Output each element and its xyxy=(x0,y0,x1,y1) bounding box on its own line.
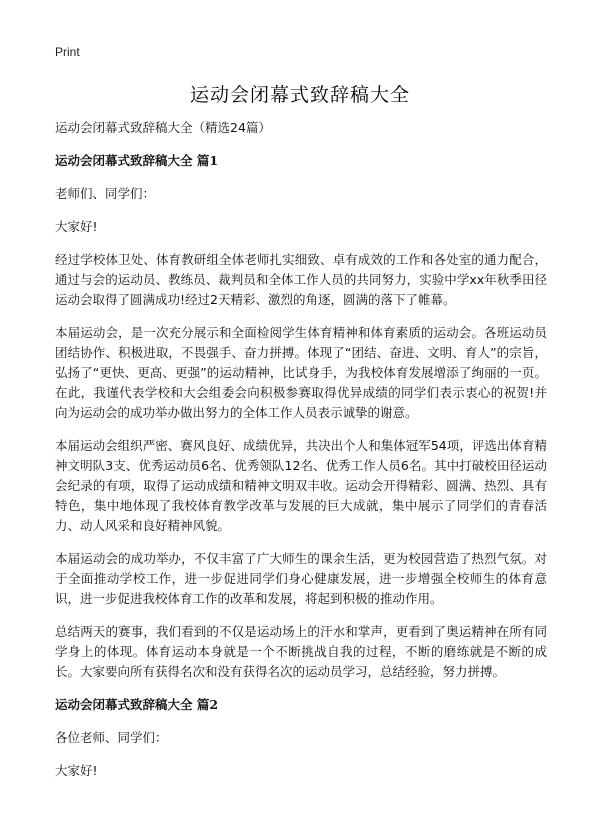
section-heading-2: 运动会闭幕式致辞稿大全 篇2 xyxy=(55,697,219,712)
paragraph: 总结两天的赛事，我们看到的不仅是运动场上的汗水和掌声，更看到了奥运精神在所有同学身上的体现。体育运动本身就是一个不断挑战自我的过程，不断的磨练就是不断的成长。大家要向所有获得名次和没有获得名次的运动员学习，总结经验，努力拼搏。 xyxy=(55,624,547,679)
subtitle: 运动会闭幕式致辞稿大全（精选24篇） xyxy=(55,120,271,135)
paragraph: 经过学校体卫处、体育教研组全体老师扎实细致、卓有成效的工作和各处室的通力配合，通过与会的运动员、教练员、裁判员和全体工作人员的共同努力，实验中学xx年秋季田径运动会取得了圆满成功!经过2天精彩、激烈的角逐，圆满的落下了帷幕。 xyxy=(55,252,547,307)
greeting-1: 老师们、同学们： xyxy=(55,186,156,201)
paragraph: 本届运动会，是一次充分展示和全面检阅学生体育精神和体育素质的运动会。各班运动员团结协作、积极进取，不畏强手、奋力拼搏。体现了“团结、奋进、文明、育人”的宗旨，弘扬了“更快、更高、更强”的运动精神，比试身手，为我校体育发展增添了绚丽的一页。在此，我谨代表学校和大会组委会向积极参赛取得优异成绩的同学们表示衷心的祝贺!并向为运动会的成功举办做出努力的全体工作人员表示诚挚的谢意。 xyxy=(55,325,547,420)
salutation-2: 大家好! xyxy=(55,763,98,778)
section-heading-1: 运动会闭幕式致辞稿大全 篇1 xyxy=(55,153,219,168)
salutation-1: 大家好! xyxy=(55,219,98,234)
paragraph: 本届运动会组织严密、赛风良好、成绩优异，共决出个人和集体冠军54项，评选出体育精神文明队3支、优秀运动员6名、优秀领队12名、优秀工作人员6名。其中打破校田径运动会纪录的有项，取得了运动成绩和精神文明双丰收。运动会开得精彩、圆满、热烈、具有特色，集中地体现了我校体育教学改革与发展的巨大成就，集中展示了同学们的青春活力、动人风采和良好精神风貌。 xyxy=(55,438,547,533)
print-link[interactable]: Print xyxy=(55,45,80,59)
greeting-2: 各位老师、同学们： xyxy=(55,730,168,745)
paragraph: 本届运动会的成功举办，不仅丰富了广大师生的课余生活，更为校园营造了热烈气氛。对于全面推动学校工作，进一步促进同学们身心健康发展，进一步增强全校师生的体育意识，进一步促进我校体育工作的改革和发展，将起到积极的推动作用。 xyxy=(55,551,547,606)
document-title: 运动会闭幕式致辞稿大全 xyxy=(189,84,410,106)
document-body xyxy=(55,118,547,794)
